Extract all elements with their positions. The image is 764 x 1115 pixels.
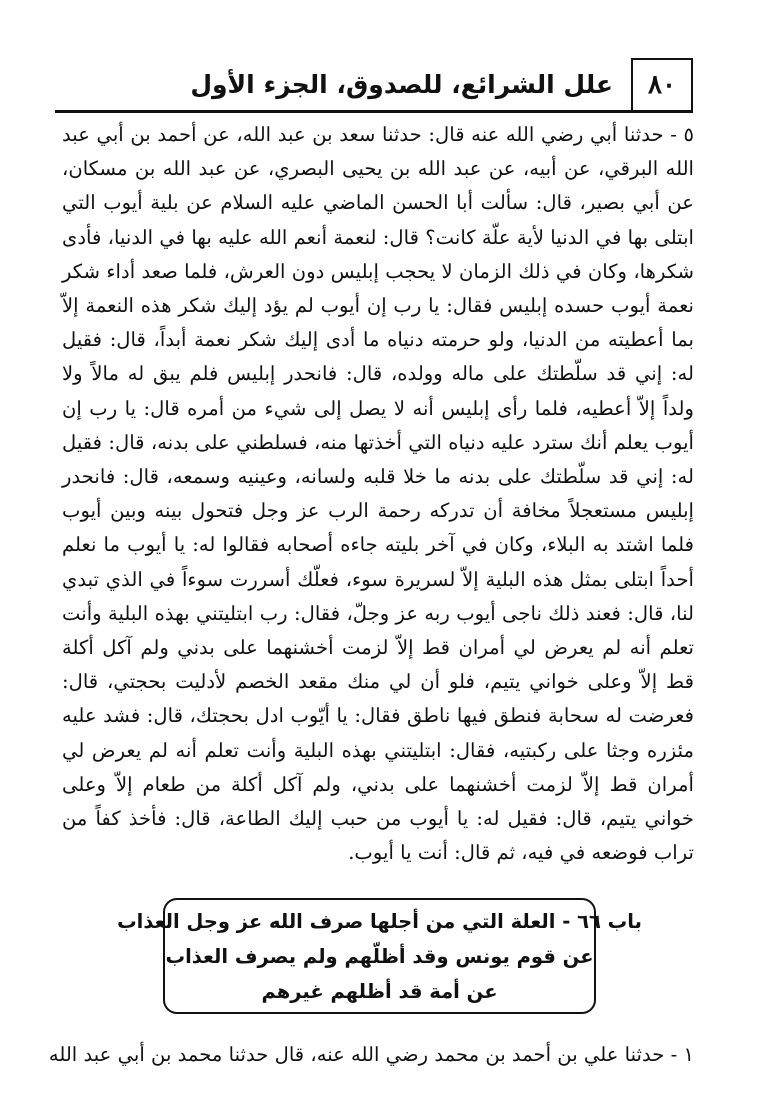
chapter-heading-box (117, 898, 642, 1014)
hadith-body (62, 118, 694, 870)
page-number: ٨٠ (631, 58, 693, 110)
chapter-heading-line-1: باب ٦٦ - العلة التي من أجلها صرف الله عز وجل العذاب (117, 909, 642, 933)
next-hadith-start: ١ - حدثنا علي بن أحمد بن محمد رضي الله عنه، قال حدثنا محمد بن أبي عبد الله (48, 1043, 694, 1066)
running-title: علل الشرائع، للصدوق، الجزء الأول (190, 69, 613, 99)
page-header (55, 58, 693, 113)
chapter-heading-line-2: عن قوم يونس وقد أظلّهم ولم يصرف العذاب (165, 944, 594, 968)
hadith-paragraph: ٥ - حدثنا أبي رضي الله عنه قال: حدثنا سعد بن عبد الله، عن أحمد بن أبي عبد الله البرقي، عن أبيه، عن عبد الله بن يحيى البصري، عن عبد الله بن مسكان، عن أبي بصير، قال: سألت أبا الحسن الماضي عليه السلام عن بلية أيوب التي ابتلى بها في الدنيا لأية علّة كانت؟ قال: لنعمة أنعم الله عليه بها في الدنيا، فأدى شكرها، وكان في ذلك الزمان لا يحجب إبليس دون العرش، فلما صعد أداء شكر نعمة أيوب حسده إبليس فقال: يا رب إن أيوب لم يؤد إليك شكر هذه النعمة إلاّ بما أعطيته من الدنيا، ولو حرمته دنياه ما أدى إليك شكر نعمة أبداً، قال: فقيل له: إني قد سلّطتك على ماله وولده، قال: فانحدر إبليس فلم يبق له مالاً ولا ولداً إلاّ أعطيه، فلما رأى إبليس أنه لا يصل إلى شيء من أمره قال: يا رب إن أيوب يعلم أنك سترد عليه دنياه التي أخذتها منه، فسلطني على بدنه، قال: فقيل له: إني قد سلّطتك على بدنه ما خلا قلبه ولسانه، وعينيه وسمعه، قال: فانحدر إبليس مستعجلاً مخافة أن تدركه رحمة الرب عز وجل فتحول بينه وبين أيوب فلما اشتد به البلاء، وكان في آخر بليته جاءه أصحابه فقالوا له: يا أيوب ما نعلم أحداً ابتلى بمثل هذه البلية إلاّ لسريرة سوء، فعلّك أسررت سوءاً في الذي تبدي لنا، قال: فعند ذلك ناجى أيوب ربه عز وجلّ، فقال: رب ابتليتني بهذه البلية وأنت تعلم أنه لم يعرض لي أمران قط إلاّ لزمت أخشنهما على بدني ولم آكل أكلة قط إلاّ وعلى خواني يتيم، فلو أن لي منك مقعد الخصم لأدليت بحجتي، قال: فعرضت له سحابة فنطق فيها ناطق فقال: يا أيّوب ادل بحجتك، قال: فشد عليه مئزره وجثا على ركبتيه، فقال: ابتليتني بهذه البلية وأنت تعلم أنه لم يعرض لي أمران قط إلاّ لزمت أخشنهما على بدني، ولم آكل أكلة من طعام إلاّ وعلى خواني يتيم، قال: فقيل له: يا أيوب من حبب إليك الطاعة، قال: فأخذ كفاً من تراب فوضعه في فيه، ثم قال: أنت يا أيوب. (62, 123, 694, 865)
chapter-heading-line-3: عن أمة قد أظلهم غيرهم (261, 979, 498, 1003)
